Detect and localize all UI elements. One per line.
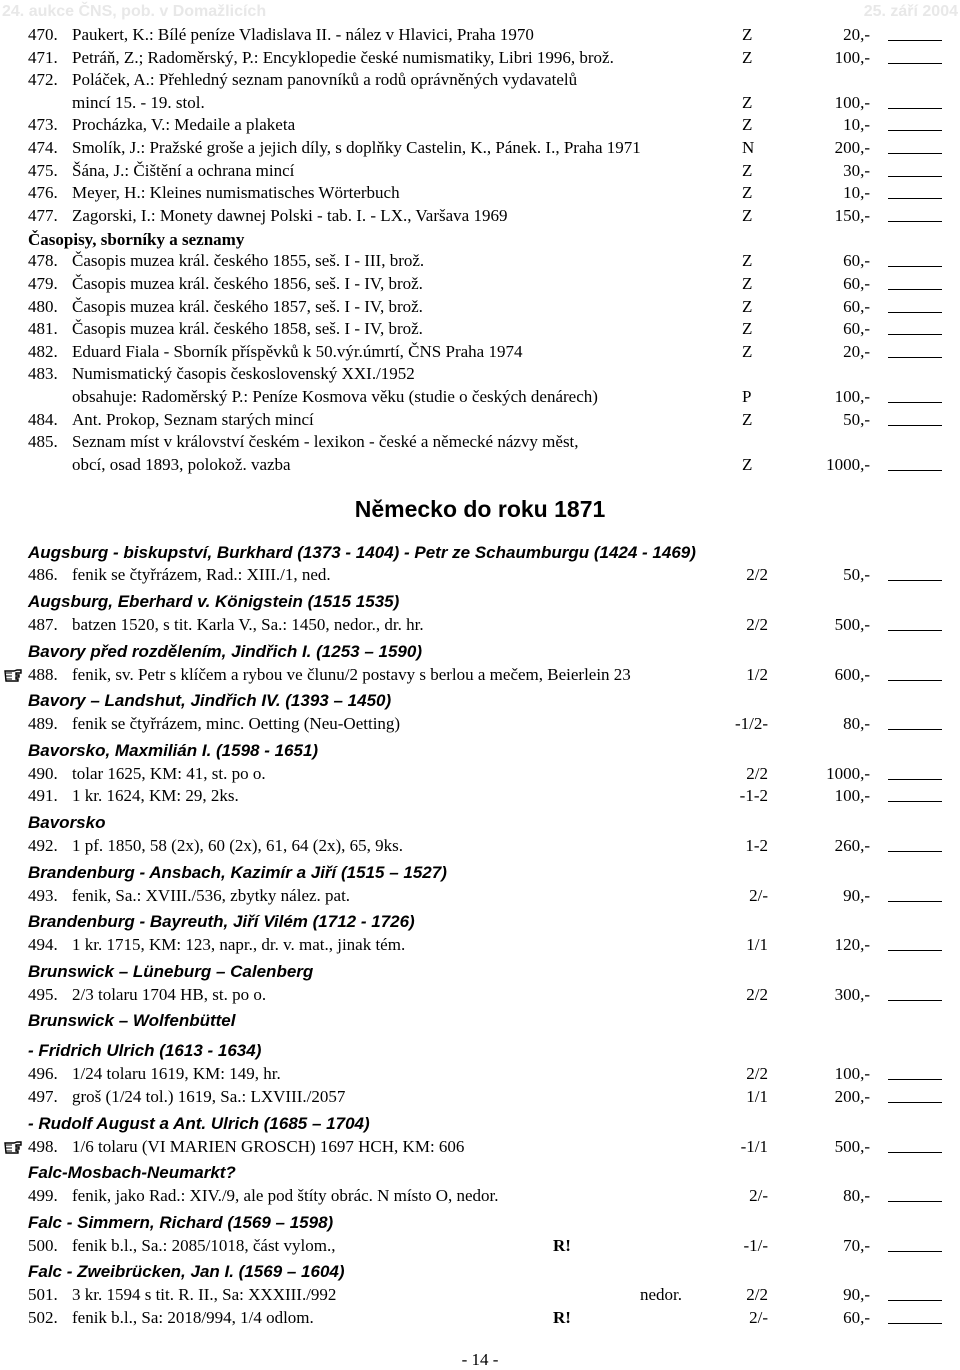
item-number: 492.: [28, 836, 58, 855]
catalog-item: [0, 318, 960, 340]
item-grade: 1/1: [746, 1087, 768, 1106]
item-grade: -1/2-: [734, 714, 768, 734]
item-description: Numismatický časopis československý XXI./1952: [72, 364, 415, 384]
item-number: 487.: [28, 615, 58, 634]
item-grade: 2/-: [749, 885, 768, 905]
catalog-item: [0, 713, 960, 735]
catalog-item: [0, 341, 960, 363]
bid-blank: [888, 130, 942, 131]
item-grade: Z: [742, 205, 753, 225]
item-grade: Z: [742, 160, 753, 180]
bid-blank: [888, 108, 942, 109]
item-description-cont: mincí 15. - 19. stol.: [72, 92, 205, 112]
item-description: batzen 1520, s tit. Karla V., Sa.: 1450, nedor., dr. hr.: [72, 615, 424, 634]
bid-blank: [888, 153, 942, 154]
catalog-item-continued: [0, 454, 960, 476]
item-number: 496.: [28, 1064, 58, 1084]
item-grade: 2/2: [746, 565, 768, 585]
catalog-item: [0, 1235, 960, 1257]
catalog-item: [0, 885, 960, 907]
catalog-item: [0, 160, 960, 182]
item-grade: -1-2: [739, 786, 768, 806]
item-description: Eduard Fiala - Sborník příspěvků k 50.výr.úmrtí, ČNS Praha 1974: [72, 341, 523, 361]
bid-blank: [888, 425, 942, 426]
item-number: 497.: [28, 1087, 58, 1106]
item-number: 500.: [28, 1235, 58, 1255]
item-grade: 1-2: [745, 836, 768, 855]
bid-blank: [888, 630, 942, 631]
item-grade: Z: [742, 92, 753, 112]
bid-blank: [888, 1251, 942, 1252]
bid-blank: [888, 63, 942, 64]
item-grade: Z: [742, 47, 753, 67]
item-number: 490.: [28, 763, 58, 783]
catalog-item: [0, 431, 960, 453]
item-price: 100,-: [834, 387, 870, 406]
item-price: 10,-: [843, 115, 870, 135]
catalog-item: [0, 785, 960, 807]
item-number: 489.: [28, 714, 58, 734]
catalog-item: [0, 114, 960, 136]
item-description: groš (1/24 tol.) 1619, Sa.: LXVIII./2057: [72, 1087, 346, 1106]
bid-blank: [888, 779, 942, 780]
item-grade: -1/-: [743, 1235, 768, 1255]
item-grade: Z: [742, 251, 753, 271]
bid-blank: [888, 729, 942, 730]
item-number: 476.: [28, 183, 58, 203]
item-grade: Z: [742, 341, 753, 361]
item-grade: Z: [742, 296, 753, 316]
catalog-item: [0, 137, 960, 159]
item-description: Časopis muzea král. českého 1855, seš. I - III, brož.: [72, 251, 425, 271]
header-left: 24. aukce ČNS, pob. v Domažlicích: [2, 3, 267, 20]
item-number: 498.: [28, 1136, 58, 1156]
item-number: 470.: [28, 25, 58, 44]
page-header: [2, 3, 958, 25]
bid-blank: [888, 1102, 942, 1103]
item-number: 478.: [28, 251, 58, 271]
item-price: 50,-: [843, 565, 870, 585]
item-number: 475.: [28, 160, 58, 180]
item-number: 488.: [28, 664, 58, 684]
item-description: Smolík, J.: Pražské groše a jejich díly, s doplňky Castelin, K., Pánek. I., Praha 1971: [72, 138, 641, 157]
item-price: 90,-: [843, 885, 870, 905]
item-grade: Z: [742, 319, 753, 339]
item-grade: Z: [742, 274, 753, 293]
item-price: 100,-: [834, 1064, 870, 1084]
catalog-item: [0, 24, 960, 46]
item-price: 90,-: [843, 1285, 870, 1305]
item-description: Petráň, Z.; Radoměrský, P.: Encyklopedie české numismatiky, Libri 1996, brož.: [72, 47, 614, 67]
hand-pointer-icon: [4, 1141, 22, 1154]
group-title: - Fridrich Ulrich (1613 - 1634): [28, 1041, 262, 1061]
section-title: Německo do roku 1871: [354, 496, 606, 523]
item-price: 100,-: [834, 92, 870, 112]
item-number: 480.: [28, 296, 58, 316]
item-price: 120,-: [834, 935, 870, 955]
item-grade: P: [742, 387, 752, 406]
item-number: 479.: [28, 274, 58, 293]
item-description: Paukert, K.: Bílé peníze Vladislava II. - nález v Hlavici, Praha 1970: [72, 25, 534, 44]
item-number: 474.: [28, 138, 58, 157]
item-description: fenik, sv. Petr s klíčem a rybou ve člunu/2 postavy s berlou a mečem, Beierlein 23: [72, 664, 631, 684]
item-description: Zagorski, I.: Monety dawnej Polski - tab. I. - LX., Varšava 1969: [72, 205, 508, 225]
group-title: Bavorsko: [28, 813, 106, 832]
item-description: 1 kr. 1715, KM: 123, napr., dr. v. mat., jinak tém.: [72, 935, 406, 955]
bid-blank: [888, 334, 942, 335]
item-price: 60,-: [843, 319, 870, 339]
rarity-mark: R!: [553, 1308, 571, 1327]
bid-blank: [888, 470, 942, 471]
item-grade: 2/-: [749, 1308, 768, 1327]
item-number: 494.: [28, 935, 58, 955]
catalog-item: [0, 614, 960, 636]
item-description: Šána, J.: Čištění a ochrana mincí: [72, 160, 295, 180]
group-title: Brunswick – Wolfenbüttel: [28, 1011, 236, 1031]
bid-blank: [888, 580, 942, 581]
catalog-item: [0, 835, 960, 857]
item-grade: Z: [742, 409, 753, 429]
item-price: 200,-: [834, 138, 870, 157]
item-description: fenik, jako Rad.: XIV./9, ale pod štíty obrác. N místo O, nedor.: [72, 1186, 499, 1206]
bid-blank: [888, 221, 942, 222]
item-description: 3 kr. 1594 s tit. R. II., Sa: XXXIII./992: [72, 1285, 337, 1305]
catalog-item: [0, 1284, 960, 1306]
item-price: 60,-: [843, 251, 870, 271]
bid-blank: [888, 357, 942, 358]
bid-blank: [888, 950, 942, 951]
item-price: 100,-: [834, 47, 870, 67]
catalog-item: [0, 250, 960, 272]
item-number: 482.: [28, 341, 58, 361]
item-grade: Z: [742, 183, 753, 203]
bid-blank: [888, 1323, 942, 1324]
item-number: 485.: [28, 432, 58, 452]
catalog-item: [0, 1063, 960, 1085]
group-title: Brandenburg - Bayreuth, Jiří Vilém (1712 - 1726): [28, 912, 415, 932]
item-grade: 2/2: [746, 763, 768, 783]
item-grade: 2/-: [749, 1186, 768, 1206]
item-description: 1 kr. 1624, KM: 29, 2ks.: [72, 786, 239, 806]
group-title: Falc-Mosbach-Neumarkt?: [28, 1163, 236, 1183]
item-description: fenik b.l., Sa.: 2085/1018, část vylom.,: [72, 1235, 336, 1255]
item-description: 1/24 tolaru 1619, KM: 149, hr.: [72, 1064, 281, 1084]
bid-blank: [888, 1152, 942, 1153]
catalog-item: [0, 205, 960, 227]
item-number: 471.: [28, 47, 58, 67]
rarity-mark: R!: [553, 1235, 571, 1255]
bid-blank: [888, 1079, 942, 1080]
item-description: Časopis muzea král. českého 1857, seš. I - IV, brož.: [72, 296, 423, 316]
bid-blank: [888, 1300, 942, 1301]
item-price: 500,-: [834, 615, 870, 634]
catalog-item: [0, 1086, 960, 1108]
item-description: fenik b.l., Sa: 2018/994, 1/4 odlom.: [72, 1308, 314, 1327]
item-grade: 2/2: [746, 1064, 768, 1084]
item-number: 483.: [28, 364, 58, 384]
item-description: 1 pf. 1850, 58 (2x), 60 (2x), 61, 64 (2x), 65, 9ks.: [72, 836, 403, 855]
item-number: 495.: [28, 984, 58, 1004]
item-price: 20,-: [843, 341, 870, 361]
item-price: 300,-: [834, 984, 870, 1004]
catalog-item: [0, 664, 960, 686]
item-grade: 2/2: [746, 615, 768, 634]
item-price: 600,-: [834, 664, 870, 684]
catalog-item: [0, 182, 960, 204]
group-title: Brunswick – Lüneburg – Calenberg: [28, 961, 314, 981]
item-grade: 1/1: [746, 935, 768, 955]
item-description: Seznam míst v království českém - lexikon - české a německé názvy měst,: [72, 432, 579, 452]
catalog-item: [0, 1307, 960, 1329]
catalog-item: [0, 363, 960, 385]
item-price: 80,-: [843, 1186, 870, 1206]
item-price: 60,-: [843, 296, 870, 316]
item-number: 502.: [28, 1308, 58, 1327]
item-number: 499.: [28, 1186, 58, 1206]
catalog-item: [0, 47, 960, 69]
item-description-cont: obcí, osad 1893, polokož. vazba: [72, 454, 291, 474]
catalog-item: [0, 273, 960, 295]
catalog-item: [0, 296, 960, 318]
item-price: 100,-: [834, 786, 870, 806]
item-price: 150,-: [834, 205, 870, 225]
header-right: 25. září 2004: [863, 3, 958, 20]
catalog-item: [0, 1185, 960, 1207]
item-description: Časopis muzea král. českého 1856, seš. I - IV, brož.: [72, 274, 423, 293]
item-number: 501.: [28, 1285, 58, 1305]
item-price: 200,-: [834, 1087, 870, 1106]
item-price: 500,-: [834, 1136, 870, 1156]
item-description: tolar 1625, KM: 41, st. po o.: [72, 763, 266, 783]
group-title: Falc - Zweibrücken, Jan I. (1569 – 1604): [28, 1262, 345, 1282]
group-title: Augsburg - biskupství, Burkhard (1373 - 1404) - Petr ze Schaumburgu (1424 - 1469): [28, 543, 696, 563]
bid-blank: [888, 176, 942, 177]
item-grade: 1/2: [746, 664, 768, 684]
item-grade: -1/1: [740, 1136, 768, 1156]
catalog-item: [0, 564, 960, 586]
item-price: 20,-: [843, 25, 870, 44]
group-title: Falc - Simmern, Richard (1569 – 1598): [28, 1212, 334, 1232]
bid-blank: [888, 198, 942, 199]
bid-blank: [888, 402, 942, 403]
catalog-item: [0, 763, 960, 785]
item-note: nedor.: [640, 1285, 683, 1305]
item-price: 1000,-: [826, 454, 870, 474]
item-description-cont: obsahuje: Radoměrský P.: Peníze Kosmova věku (studie o českých denárech): [72, 387, 598, 406]
item-description: Procházka, V.: Medaile a plaketa: [72, 115, 296, 135]
item-grade: Z: [742, 25, 753, 44]
item-grade: Z: [742, 454, 753, 474]
bid-blank: [888, 901, 942, 902]
item-description: Poláček, A.: Přehledný seznam panovníků a rodů oprávněných vydavatelů: [72, 70, 578, 90]
bid-blank: [888, 289, 942, 290]
item-number: 472.: [28, 70, 58, 90]
bid-blank: [888, 312, 942, 313]
bid-blank: [888, 1000, 942, 1001]
item-description: 2/3 tolaru 1704 HB, st. po o.: [72, 984, 267, 1004]
item-number: 477.: [28, 205, 58, 225]
item-price: 70,-: [843, 1235, 870, 1255]
item-grade: 2/2: [746, 1285, 768, 1305]
group-title: Bavorsko, Maxmilián I. (1598 - 1651): [28, 740, 319, 760]
group-title: Bavory před rozdělením, Jindřich I. (1253 – 1590): [28, 641, 422, 661]
item-price: 260,-: [834, 836, 870, 855]
item-price: 60,-: [843, 1308, 870, 1327]
item-price: 30,-: [843, 160, 870, 180]
hand-pointer-icon: [4, 669, 22, 682]
item-description: fenik se čtyřrázem, Rad.: XIII./1, ned.: [72, 565, 331, 585]
bid-blank: [888, 801, 942, 802]
bid-blank: [888, 1201, 942, 1202]
item-price: 80,-: [843, 714, 870, 734]
catalog-item: [0, 409, 960, 431]
catalog-item: [0, 984, 960, 1006]
item-number: 486.: [28, 565, 58, 585]
item-description: 1/6 tolaru (VI MARIEN GROSCH) 1697 HCH, KM: 606: [72, 1136, 465, 1156]
catalog-item-continued: [0, 92, 960, 114]
catalog-item: [0, 1136, 960, 1158]
page-number: - 14 -: [461, 1350, 499, 1369]
group-title: Augsburg, Eberhard v. Königstein (1515 1535): [28, 592, 400, 611]
item-number: 491.: [28, 786, 58, 806]
item-number: 493.: [28, 885, 58, 905]
item-description: Ant. Prokop, Seznam starých mincí: [72, 409, 314, 429]
item-grade: Z: [742, 115, 753, 135]
item-number: 484.: [28, 409, 58, 429]
item-number: 473.: [28, 115, 58, 135]
item-price: 1000,-: [826, 763, 870, 783]
bid-blank: [888, 680, 942, 681]
group-title: Bavory – Landshut, Jindřich IV. (1393 – 1450): [28, 691, 392, 711]
catalog-item-continued: [0, 386, 960, 408]
group-title: - Rudolf August a Ant. Ulrich (1685 – 1704): [28, 1113, 370, 1133]
item-description: fenik se čtyřrázem, minc. Oetting (Neu-Oetting): [72, 714, 401, 734]
catalog-item: [0, 69, 960, 91]
item-description: Časopis muzea král. českého 1858, seš. I - IV, brož.: [72, 319, 423, 339]
bid-blank: [888, 851, 942, 852]
item-description: fenik, Sa.: XVIII./536, zbytky nález. pat.: [72, 885, 351, 905]
bid-blank: [888, 266, 942, 267]
item-grade: N: [742, 138, 755, 157]
bid-blank: [888, 40, 942, 41]
item-description: Meyer, H.: Kleines numismatisches Wörterbuch: [72, 183, 400, 203]
item-price: 10,-: [843, 183, 870, 203]
section-heading: Časopisy, sborníky a seznamy: [28, 230, 245, 250]
item-price: 50,-: [843, 409, 870, 429]
item-price: 60,-: [843, 274, 870, 293]
catalog-item: [0, 934, 960, 956]
item-grade: 2/2: [746, 984, 768, 1004]
item-number: 481.: [28, 319, 58, 339]
group-title: Brandenburg - Ansbach, Kazimír a Jiří (1515 – 1527): [28, 862, 447, 882]
